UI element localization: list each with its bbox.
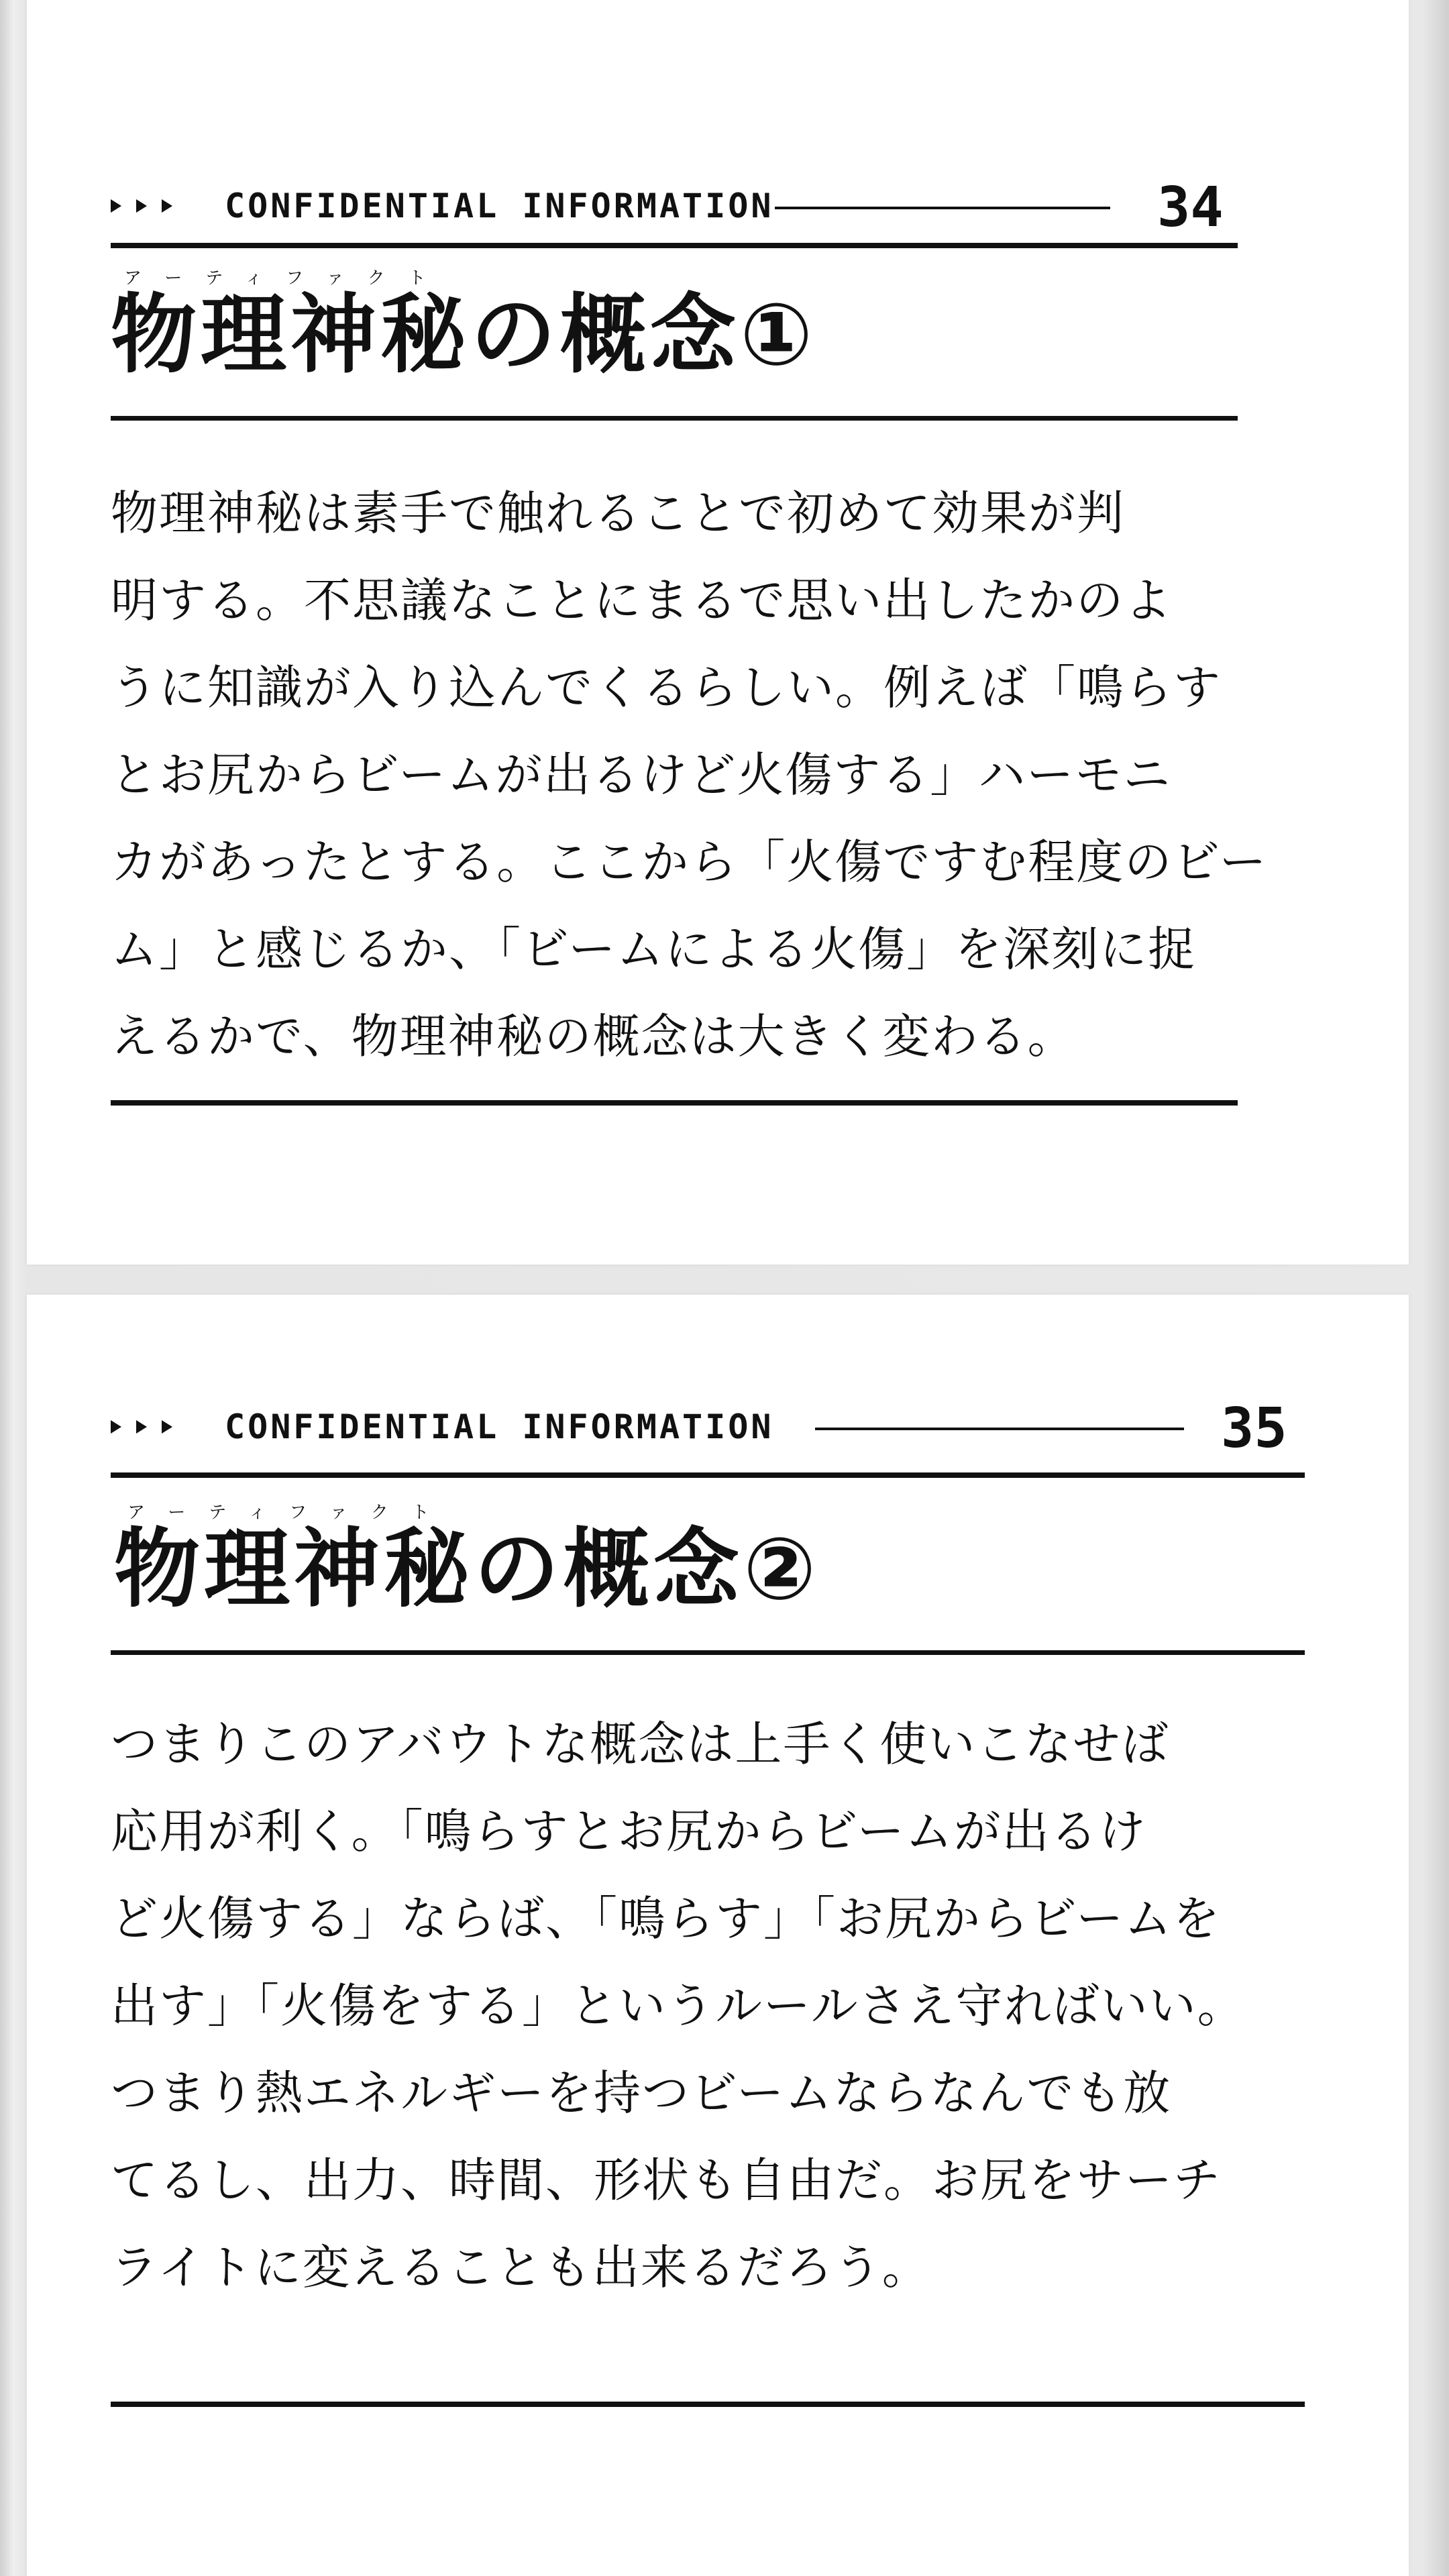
body-line: 明する。不思議なことにまるで思い出したかのよ xyxy=(111,573,1173,628)
body-line: てるし、出力、時間、形状も自由だ。お尻をサーチ xyxy=(111,2153,1222,2208)
body-line: とお尻からビームが出るけど火傷する」ハーモニ xyxy=(111,747,1172,802)
section-header xyxy=(111,1397,1305,1460)
body-line: カがあったとする。ここから「火傷ですむ程度のビー xyxy=(111,835,1268,890)
title-underline xyxy=(111,1650,1305,1655)
header-divider xyxy=(775,207,1110,209)
play-arrow-icon xyxy=(111,199,121,213)
play-arrow-icon xyxy=(162,1420,172,1434)
body-line: ど火傷する」ならば、「鳴らす」「お尻からビームを xyxy=(111,1891,1222,1946)
header-divider xyxy=(815,1428,1184,1430)
page-number: 34 xyxy=(1157,176,1224,239)
play-arrow-icon xyxy=(136,199,147,213)
header-underline xyxy=(111,243,1238,248)
play-arrow-icon xyxy=(136,1420,147,1434)
body-line: 物理神秘は素手で触れることで初めて効果が判 xyxy=(111,486,1125,541)
body-line: うに知識が入り込んでくるらしい。例えば「鳴らす xyxy=(111,660,1222,715)
body-text xyxy=(111,470,1268,1080)
play-arrow-icon xyxy=(111,1420,121,1434)
body-line: 応用が利く。「鳴らすとお尻からビームが出るけ xyxy=(111,1804,1147,1859)
title-ruby: アーティファクト xyxy=(127,1503,453,1523)
arrow-markers xyxy=(111,1420,172,1434)
body-line: 出す」「火傷をする」というルールさえ守ればいい。 xyxy=(111,1978,1246,2033)
confidential-label: CONFIDENTIAL INFORMATION xyxy=(225,186,774,225)
page-title: 物理神秘の概念② xyxy=(114,1519,820,1619)
body-line: ライトに変えることも出来るだろう。 xyxy=(111,2240,930,2295)
section-header xyxy=(111,176,1238,239)
bottom-divider xyxy=(111,2402,1305,2407)
title-ruby: アーティファクト xyxy=(124,268,449,288)
body-line: ム」と感じるか、「ビームによる火傷」を深刻に捉 xyxy=(111,922,1197,977)
arrow-markers xyxy=(111,199,172,213)
body-text xyxy=(111,1701,1311,2311)
body-line: つまりこのアバウトな概念は上手く使いこなせば xyxy=(111,1717,1170,1772)
play-arrow-icon xyxy=(162,199,172,213)
confidential-label: CONFIDENTIAL INFORMATION xyxy=(225,1407,774,1446)
page-title: 物理神秘の概念① xyxy=(111,285,817,385)
page-number: 35 xyxy=(1221,1397,1287,1460)
header-underline xyxy=(111,1472,1305,1478)
title-underline xyxy=(111,416,1238,421)
body-line: つまり熱エネルギーを持つビームならなんでも放 xyxy=(111,2065,1172,2121)
body-line: えるかで、物理神秘の概念は大きく変わる。 xyxy=(111,1009,1076,1064)
bottom-divider xyxy=(111,1100,1238,1106)
